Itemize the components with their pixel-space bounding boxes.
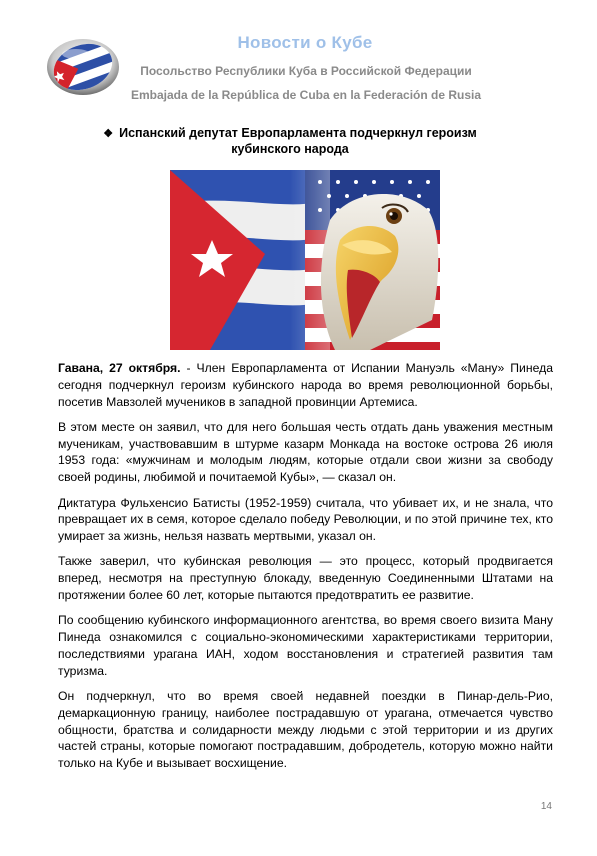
article-photo	[170, 170, 440, 350]
newsletter-title: Новости о Кубе	[237, 33, 373, 52]
body-paragraph: В этом месте он заявил, что для него большая честь отдать дань уважения местным мученикам, участвовавшим в штурме казарм Монкада на востоке острова 26 июля 1953 года: «мужчинам и молодым людям, которые отдали свои жизни за свободу своей родины, любимой и почитаемой Кубы», — сказал он.	[58, 419, 553, 485]
body-paragraph: Он подчеркнул, что во время своей недавней поездки в Пинар-дель-Рио, демаркационную границу, наиболее пострадавшую от урагана, отмечается чувство общности, братства и солидарности между людьми с этой территории и из других частей страны, которые помогают пострадавшим, добродетель, которую можно найти только на Кубе и вызывает восхищение.	[58, 689, 553, 771]
embassy-name-spanish: Embajada de la República de Cuba en la Federación de Rusia	[130, 88, 482, 102]
diamond-bullet-icon: ❖	[103, 128, 114, 140]
embassy-name-russian: Посольство Республики Куба в Российской Федерации	[140, 64, 472, 78]
lead-text: - Член Европарламента от Испании Мануэль «Ману» Пинеда сегодня подчеркнул героизм кубинского народа во время революционной борьбы, посетив Мавзолей мучеников в западной провинции Артемиса.	[58, 361, 553, 409]
dateline: Гавана, 27 октября.	[58, 361, 181, 375]
body-paragraph: Также заверил, что кубинская революция — это процесс, который продвигается вперед, несмотря на преступную блокаду, введенную Соединенными Штатами на протяжении более 60 лет, которые пытаются предотвратить ее развитие.	[58, 554, 553, 603]
article-body	[58, 360, 553, 781]
article-heading	[100, 126, 480, 157]
article-title: Испанский депутат Европарламента подчеркнул героизм кубинского народа	[119, 126, 477, 156]
body-paragraph: По сообщению кубинского информационного агентства, во время своего визита Ману Пинеда ознакомился с социально-экономическими характеристиками территории, последствиями урагана ИАН, ходом восстановления и стратегией развития там туризма.	[58, 613, 553, 678]
body-paragraph: Диктатура Фульхенсио Батисты (1952-1959) считала, что убивает их, и не знала, что превращает их в семя, которое сделало победу Революции, и по этой причине тех, кто умирает за жизнь, нельзя назвать мертвыми, указал он.	[58, 495, 553, 544]
page-number: 14	[540, 801, 552, 812]
lead-paragraph	[58, 360, 553, 410]
